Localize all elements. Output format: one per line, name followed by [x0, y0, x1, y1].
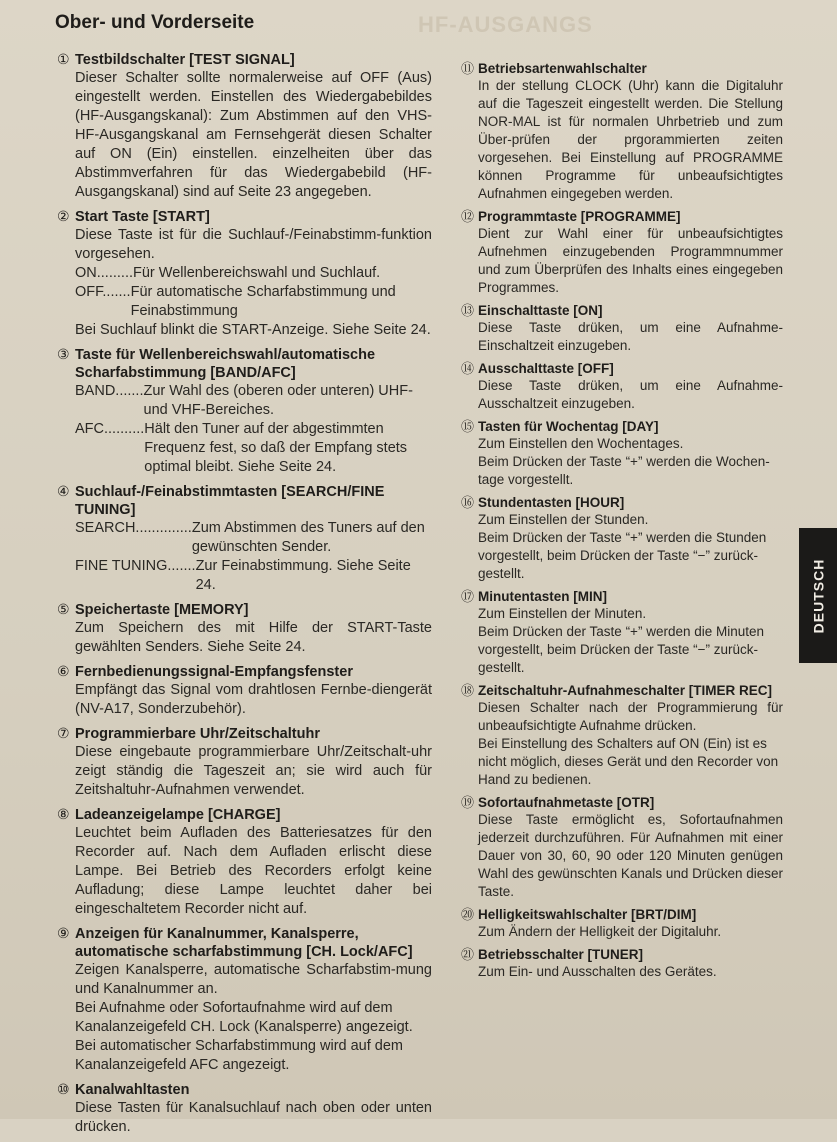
- item-title: Ausschalttaste [OFF]: [478, 361, 614, 376]
- item-title: Kanalwahltasten: [75, 1082, 190, 1098]
- item-remote-sensor: [57, 662, 432, 719]
- definition-row: [75, 283, 432, 321]
- definition-desc: Zur Feinabstimmung. Siehe Seite 24.: [195, 558, 411, 593]
- item-title: Minutentasten [MIN]: [478, 589, 607, 604]
- item-number: ⑨: [57, 925, 70, 941]
- definition-desc: Hält den Tuner auf der abgestimmten Frequenz fest, so daß der Empfang stets optimal bleibt. Siehe Seite 24.: [144, 421, 408, 475]
- item-text: Leuchtet beim Aufladen des Batteriesatzes für den Recorder auf. Nach dem Aufladen erlischt diese Lampe. Bei Betrieb des Recorders erfolgt keine Aufladung; diese Lampe leuchtet daher bei eingeschaltetem Recorder nicht auf.: [75, 825, 432, 917]
- definition-term: ON.........: [75, 265, 134, 281]
- item-number: ⑦: [57, 725, 70, 741]
- item-band-afc: [57, 345, 432, 477]
- definition-term: SEARCH..............: [75, 520, 192, 536]
- item-number: ⑬: [461, 303, 475, 318]
- item-text: In der stellung CLOCK (Uhr) kann die Digitaluhr auf die Tageszeit eingestellt werden. Die Stellung NOR-MAL ist für normalen Uhrbetrieb und zum Über-prüfen der prgorammierten zeiten vorgesehen. Bei Einstellung auf PROGRAMME können Programme für unbeaufsichtigtes Aufnahmen eingegeben werden.: [478, 78, 783, 201]
- bleed-through-heading: HF-AUSGANGS: [418, 12, 593, 37]
- item-number: ③: [57, 346, 70, 362]
- definition-row: [75, 382, 432, 420]
- definition-desc: Zum Abstimmen des Tuners auf den gewünschten Sender.: [191, 520, 425, 555]
- item-number: ⑲: [461, 795, 475, 810]
- definition-desc: Für Wellenbereichswahl und Suchlauf.: [133, 265, 381, 281]
- item-title: Stundentasten [HOUR]: [478, 495, 625, 510]
- item-text: Diese eingebaute programmierbare Uhr/Zeitschalt-uhr zeigt ständig die Tageszeit an; sie wird auch für Zeitshaltuhr-Aufnahmen verwendet.: [75, 744, 432, 798]
- item-text: Zum Einstellen der Minuten.: [478, 606, 647, 621]
- item-text: Zum Speichern des mit Hilfe der START-Taste gewählten Senders. Siehe Seite 24.: [75, 620, 432, 655]
- item-brightness: [461, 906, 783, 941]
- item-start: [57, 207, 432, 340]
- item-day-keys: [461, 418, 783, 489]
- item-number: ㉑: [461, 947, 475, 962]
- item-text: Diese Tasten für Kanalsuchlauf nach oben oder unten drücken.: [75, 1100, 432, 1135]
- item-title: Fernbedienungssignal-Empfangsfenster: [75, 664, 353, 680]
- item-number: ⑰: [461, 589, 475, 604]
- item-test-signal: [57, 50, 432, 202]
- definition-desc: Zur Wahl des (oberen oder unteren) UHF- und VHF-Bereiches.: [143, 383, 413, 418]
- item-text: Zum Ein- und Ausschalten des Gerätes.: [478, 964, 717, 979]
- item-minute-keys: [461, 588, 783, 677]
- item-number: ⑧: [57, 806, 70, 822]
- page-title: Ober- und Vorderseite: [55, 12, 255, 33]
- definition-term: FINE TUNING.......: [75, 558, 196, 574]
- item-off-key: [461, 360, 783, 413]
- item-memory: [57, 600, 432, 657]
- item-note: Beim Drücken der Taste “+” werden die Minuten vorgestellt, beim Drücken der Taste “−” zurück-gestellt.: [478, 624, 765, 675]
- item-number: ⑤: [57, 601, 70, 617]
- item-number: ⑫: [461, 209, 475, 224]
- item-title: Tasten für Wochentag [DAY]: [478, 419, 659, 434]
- item-tuner-switch: [461, 946, 783, 981]
- item-number: ⑪: [461, 61, 475, 76]
- item-number: ①: [57, 51, 70, 67]
- item-hour-keys: [461, 494, 783, 583]
- item-number: ⑮: [461, 419, 475, 434]
- item-mode-selector: [461, 60, 783, 203]
- definition-term: OFF.......: [75, 284, 131, 300]
- item-otr: [461, 794, 783, 901]
- item-title: Programmtaste [PROGRAMME]: [478, 209, 681, 224]
- language-tab-label: DEUTSCH: [810, 558, 827, 633]
- definition-term: BAND.......: [75, 383, 144, 399]
- item-number: ②: [57, 208, 70, 224]
- item-channel-indicators: [57, 924, 432, 1075]
- item-note: Beim Drücken der Taste “+” werden die Stunden vorgestellt, beim Drücken der Taste “−” zurück-gestellt.: [478, 530, 767, 581]
- item-on-key: [461, 302, 783, 355]
- item-title: Anzeigen für Kanalnummer, Kanalsperre, automatische scharfabstimmung [CH. Lock/AFC]: [75, 926, 413, 960]
- item-text: Empfängt das Signal vom drahtlosen Fernbe-diengerät (NV-A17, Sonderzubehör).: [75, 682, 432, 717]
- definition-desc: Für automatische Scharfabstimmung und Feinabstimmung: [130, 284, 396, 319]
- item-title: Start Taste [START]: [75, 209, 210, 225]
- definition-term: AFC..........: [75, 421, 145, 437]
- item-text: Zeigen Kanalsperre, automatische Scharfabstim-mung und Kanalnummer an.: [75, 962, 432, 997]
- item-text: Dieser Schalter sollte normalerweise auf OFF (Aus) eingestellt werden. Einstellen des Wiedergabebildes (HF-Ausgangskanal): Zum Abstimmen auf den VHS-HF-Ausgangskanal am Fernsehgerät diesen Schalter auf ON (Ein) einstellen. einzelheiten über das Abstimmverfahren für das Wiedergabebild (HF-Ausgangskanal) sind auf Seite 23 angegeben.: [75, 70, 432, 200]
- definition-row: [75, 519, 432, 557]
- item-note: Bei Suchlauf blinkt die START-Anzeige. Siehe Seite 24.: [75, 322, 431, 338]
- right-column: [461, 60, 783, 986]
- item-number: ⑥: [57, 663, 70, 679]
- item-text: Diesen Schalter nach der Programmierung für unbeaufsichtigte Aufnahme drücken.: [478, 700, 783, 733]
- item-title: Speichertaste [MEMORY]: [75, 602, 249, 618]
- item-title: Betriebsartenwahlschalter: [478, 61, 647, 76]
- item-number: ⑯: [461, 495, 475, 510]
- item-title: Suchlauf-/Feinabstimmtasten [SEARCH/FINE TUNING]: [75, 484, 385, 518]
- item-note: Bei Aufnahme oder Sofortaufnahme wird auf dem Kanalanzeigefeld CH. Lock (Kanalsperre) angezeigt. Bei automatischer Scharfabstimmung wird auf dem Kanalanzeigefeld AFC angezeigt.: [75, 1000, 413, 1073]
- item-title: Programmierbare Uhr/Zeitschaltuhr: [75, 726, 320, 742]
- item-charge-lamp: [57, 805, 432, 919]
- item-programmable-clock: [57, 724, 432, 800]
- item-timer-rec: [461, 682, 783, 789]
- item-text: Dient zur Wahl einer für unbeaufsichtigtes Aufnehmen einzugebenden Programmnummer und zum Überprüfen des Inhalts eines eingegeben Programmes.: [478, 226, 783, 295]
- item-note: Beim Drücken der Taste “+” werden die Wochen-tage vorgestellt.: [478, 454, 770, 487]
- item-number: ⑳: [461, 907, 475, 922]
- item-number: ⑩: [57, 1081, 70, 1097]
- item-number: ⑱: [461, 683, 475, 698]
- item-text: Zum Einstellen der Stunden.: [478, 512, 649, 527]
- item-text: Zum Ändern der Helligkeit der Digitaluhr.: [478, 924, 722, 939]
- item-text: Diese Taste drüken, um eine Aufnahme-Einschaltzeit einzugeben.: [478, 320, 783, 353]
- item-title: Sofortaufnahmetaste [OTR]: [478, 795, 655, 810]
- definition-row: [75, 557, 432, 595]
- item-title: Testbildschalter [TEST SIGNAL]: [75, 52, 295, 68]
- definition-row: [75, 264, 432, 283]
- item-title: Einschalttaste [ON]: [478, 303, 603, 318]
- definition-row: [75, 420, 432, 477]
- item-number: ④: [57, 483, 70, 499]
- item-title: Zeitschaltuhr-Aufnahmeschalter [TIMER REC]: [478, 683, 773, 698]
- item-title: Ladeanzeigelampe [CHARGE]: [75, 807, 281, 823]
- item-title: Helligkeitswahlschalter [BRT/DIM]: [478, 907, 697, 922]
- item-text: Diese Taste ermöglicht es, Sofortaufnahmen jederzeit durchzuführen. Für Aufnahmen mit einer Dauer von 30, 60, 90 oder 120 Minuten genügen Wahl des gewünschten Kanals und Drücken dieser Taste.: [478, 812, 783, 899]
- item-text: Diese Taste drüken, um eine Aufnahme-Ausschaltzeit einzugeben.: [478, 378, 783, 411]
- item-search-fine-tuning: [57, 482, 432, 595]
- item-text: Zum Einstellen den Wochentages.: [478, 436, 684, 451]
- item-text: Diese Taste ist für die Suchlauf-/Feinabstimm-funktion vorgesehen.: [75, 227, 432, 262]
- left-column: [57, 50, 432, 1142]
- item-programme: [461, 208, 783, 297]
- item-title: Betriebsschalter [TUNER]: [478, 947, 644, 962]
- item-channel-keys: [57, 1080, 432, 1137]
- language-tab: [799, 528, 837, 663]
- item-note: Bei Einstellung des Schalters auf ON (Ein) ist es nicht möglich, dieses Gerät und den Recorder von Hand zu bedienen.: [478, 736, 779, 787]
- item-number: ⑭: [461, 361, 475, 376]
- item-title: Taste für Wellenbereichswahl/automatische Scharfabstimmung [BAND/AFC]: [75, 347, 376, 381]
